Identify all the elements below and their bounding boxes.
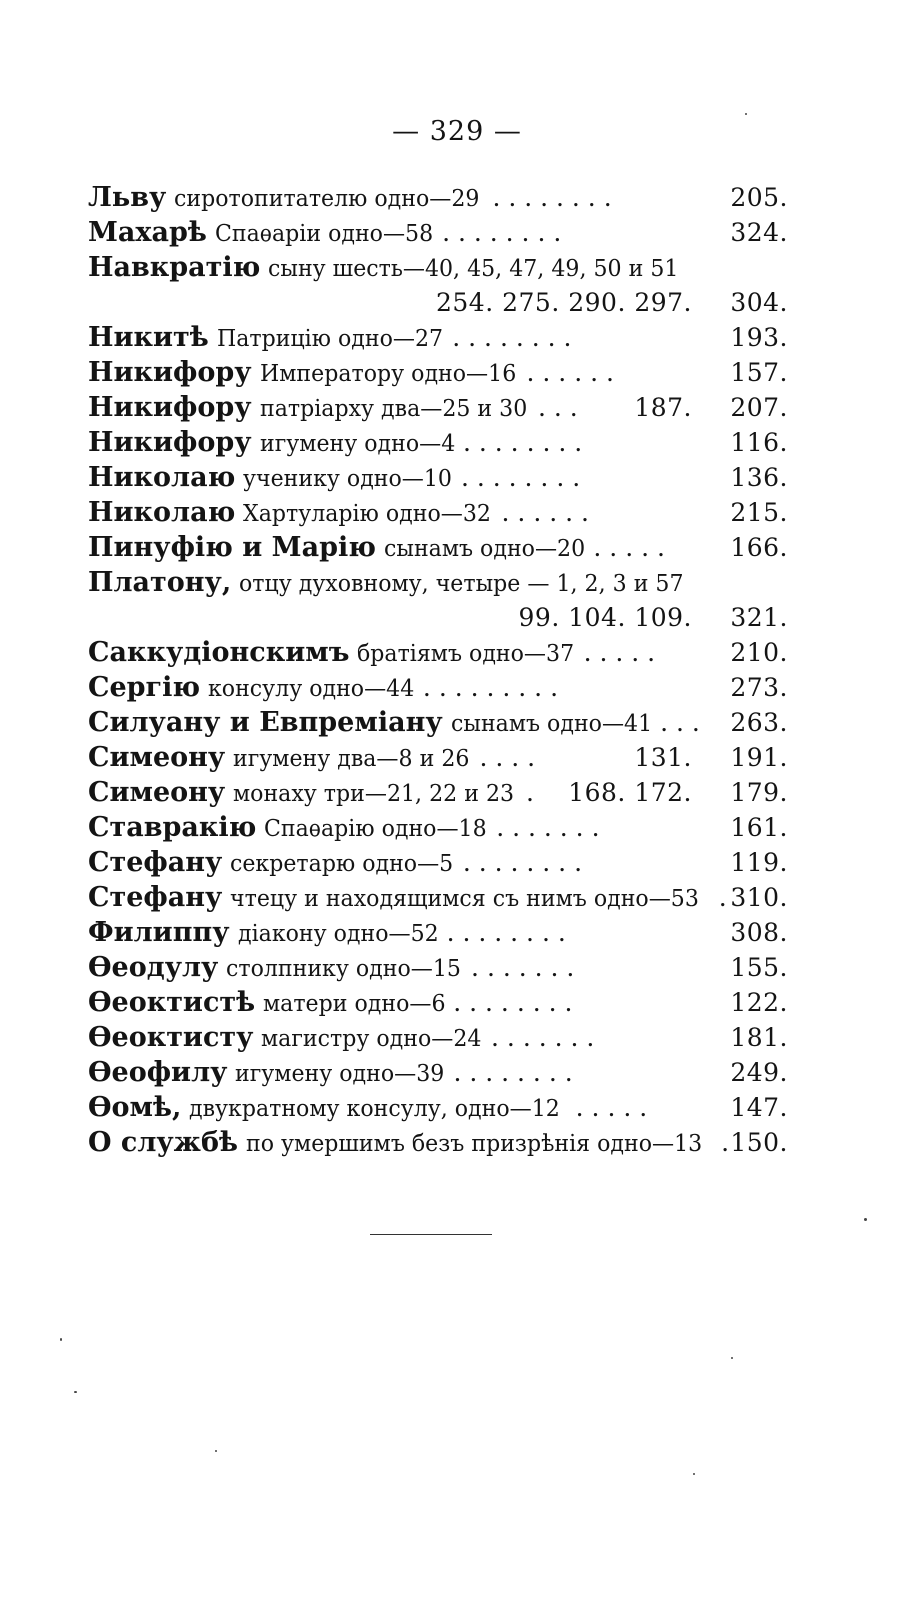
entry-name: Силуану и Евпреміану	[88, 707, 443, 738]
entry-name: Ѳеоктистѣ	[88, 987, 256, 1018]
entry-description: игумену два—8 и 26	[233, 746, 470, 772]
page-reference: 310.	[730, 883, 788, 912]
entry-name: Льву	[88, 182, 167, 213]
entry-name: Платону,	[88, 567, 232, 598]
entry-name: Никитѣ	[88, 322, 209, 353]
entry-name: Махарѣ	[88, 217, 207, 248]
dot-leader: . . . . .	[575, 1093, 648, 1122]
index-entry	[88, 180, 788, 215]
index-entry	[88, 845, 788, 880]
index-entry	[88, 1125, 788, 1160]
entry-line	[88, 1020, 788, 1055]
page-reference: 207.	[730, 393, 788, 422]
dot-leader: . . . . . . . .	[463, 428, 583, 457]
page-reference: 191.	[730, 743, 788, 772]
page-reference: 150.	[730, 1128, 788, 1157]
speck	[74, 1391, 77, 1393]
index-entry	[88, 250, 788, 320]
speck	[731, 1357, 733, 1359]
entry-name: Симеону	[88, 742, 226, 773]
entry-description: діакону одно—52	[237, 921, 439, 947]
dot-leader: . . . .	[479, 743, 536, 772]
entry-description: сиротопитателю одно—29	[174, 186, 480, 212]
entry-description: Патрицію одно—27	[216, 326, 443, 352]
page-reference: 249.	[730, 1058, 788, 1087]
entry-line	[88, 250, 788, 285]
entry-description: братіямъ одно—37	[357, 641, 575, 667]
entry-description: игумену одно—39	[235, 1061, 445, 1087]
entry-description: магистру одно—24	[261, 1026, 482, 1052]
dot-leader: . . . . . .	[501, 498, 589, 527]
entry-description: чтецу и находящимся съ нимъ одно—53	[230, 886, 700, 912]
index-entry	[88, 985, 788, 1020]
dot-leader: . . .	[660, 708, 700, 737]
index-entry	[88, 705, 788, 740]
page-reference: 304.	[730, 288, 788, 317]
entry-line	[88, 880, 788, 915]
dot-leader: .	[718, 883, 727, 912]
page-reference: 205.	[730, 183, 788, 212]
entry-description: ученику одно—10	[243, 466, 453, 492]
page-reference: 321.	[730, 603, 788, 632]
index-entry	[88, 635, 788, 670]
speck	[745, 113, 747, 115]
entry-description: монаху три—21, 22 и 23	[233, 781, 515, 807]
entry-description: отцу духовному, четыре — 1, 2, 3 и 57	[239, 571, 684, 597]
index-entry	[88, 320, 788, 355]
entry-line	[88, 285, 788, 320]
entry-name: Ставракію	[88, 812, 257, 843]
speck	[693, 1473, 695, 1475]
index-entry	[88, 565, 788, 635]
entry-description: сыну шесть—40, 45, 47, 49, 50 и 51	[268, 256, 679, 282]
entry-description: секретарю одно—5	[230, 851, 454, 877]
page-reference: 263.	[730, 708, 788, 737]
entry-name: Николаю	[88, 462, 236, 493]
dot-leader: . . . . . . .	[471, 953, 575, 982]
entry-name: Саккудіонскимъ	[88, 637, 350, 668]
entry-line	[88, 1125, 788, 1160]
entry-name: Ѳомѣ,	[88, 1092, 182, 1123]
entry-line	[88, 705, 788, 740]
dot-leader: . . . . . . . . .	[422, 673, 559, 702]
index-entry	[88, 215, 788, 250]
entry-line	[88, 670, 788, 705]
additional-page-refs: 131.	[634, 743, 692, 772]
entry-description: столпнику одно—15	[226, 956, 462, 982]
entry-line	[88, 1090, 788, 1125]
index-entry	[88, 355, 788, 390]
entry-line	[88, 950, 788, 985]
entry-name: Никифору	[88, 427, 252, 458]
entry-name: Стефану	[88, 882, 223, 913]
entry-line	[88, 215, 788, 250]
dot-leader: . . . . .	[593, 533, 665, 562]
entry-description: сынамъ одно—20	[383, 536, 586, 562]
page-reference: 161.	[730, 813, 788, 842]
entry-name: Никифору	[88, 357, 252, 388]
entry-description: по умершимъ безъ призрѣнія одно—13	[245, 1131, 703, 1157]
entry-description: игумену одно—4	[259, 431, 455, 457]
entry-name: Навкратію	[88, 252, 261, 283]
index-entry	[88, 950, 788, 985]
index-entry	[88, 670, 788, 705]
entry-line	[88, 495, 788, 530]
entry-description: двукратному консулу, одно—12	[189, 1096, 561, 1122]
entry-description: Императору одно—16	[259, 361, 516, 387]
entry-line	[88, 775, 788, 810]
dot-leader: . . . . . . . .	[453, 988, 573, 1017]
entry-name: Ѳеоктисту	[88, 1022, 254, 1053]
page-reference: 155.	[730, 953, 788, 982]
entry-description: матери одно—6	[263, 991, 446, 1017]
index-entry	[88, 390, 788, 425]
entry-line	[88, 565, 788, 600]
index-entry	[88, 425, 788, 460]
dot-leader: . . . . . . . .	[453, 1058, 573, 1087]
dot-leader: . . . . . . . .	[452, 323, 572, 352]
index-entry	[88, 495, 788, 530]
entry-line	[88, 740, 788, 775]
page-reference: 157.	[730, 358, 788, 387]
dot-leader: . . . . . . . .	[460, 463, 581, 492]
entry-line	[88, 845, 788, 880]
dot-leader: . . . . . . . .	[446, 918, 566, 947]
entry-description: консулу одно—44	[208, 676, 415, 702]
additional-page-refs: 254. 275. 290. 297.	[436, 288, 692, 317]
page-reference: 116.	[730, 428, 788, 457]
index-entry	[88, 740, 788, 775]
dot-leader: . . . . .	[583, 638, 656, 667]
index-entry	[88, 775, 788, 810]
page-reference: 181.	[730, 1023, 788, 1052]
dot-leader: . . . . . . .	[496, 813, 600, 842]
entry-description: сынамъ одно—41	[450, 711, 652, 737]
page-reference: 215.	[730, 498, 788, 527]
entry-line	[88, 600, 788, 635]
additional-page-refs: 99. 104. 109.	[518, 603, 692, 632]
index-entry	[88, 880, 788, 915]
index-entry	[88, 915, 788, 950]
entry-name: О службѣ	[88, 1127, 238, 1158]
dot-leader: . . . . . . .	[491, 1023, 595, 1052]
index-entry	[88, 530, 788, 565]
page-reference: 119.	[730, 848, 788, 877]
entry-line	[88, 460, 788, 495]
entry-line	[88, 425, 788, 460]
divider-rule	[370, 1234, 492, 1235]
entry-name: Пинуфію и Марію	[88, 532, 376, 563]
index-entry	[88, 1090, 788, 1125]
entry-name: Никифору	[88, 392, 252, 423]
entry-line	[88, 320, 788, 355]
entry-name: Симеону	[88, 777, 226, 808]
entry-name: Стефану	[88, 847, 223, 878]
entry-description: Хартуларію одно—32	[243, 501, 492, 527]
dot-leader: . . . . . . . .	[492, 183, 612, 212]
dot-leader: . . . . . .	[526, 358, 614, 387]
page-reference: 166.	[730, 533, 788, 562]
entry-line	[88, 1055, 788, 1090]
speck	[864, 1218, 867, 1221]
entry-description: Спаѳаріи одно—58	[214, 221, 433, 247]
page-number: — 329 —	[392, 116, 522, 147]
dot-leader: .	[525, 778, 534, 807]
speck	[215, 1450, 217, 1452]
speck	[60, 1338, 62, 1341]
entry-line	[88, 810, 788, 845]
page-reference: 193.	[730, 323, 788, 352]
dot-leader: .	[721, 1128, 730, 1157]
page-reference: 308.	[730, 918, 788, 947]
entry-line	[88, 985, 788, 1020]
entry-name: Сергію	[88, 672, 201, 703]
entry-name: Ѳеофилу	[88, 1057, 228, 1088]
page-reference: 210.	[730, 638, 788, 667]
entry-name: Ѳеодулу	[88, 952, 219, 983]
index-entry	[88, 810, 788, 845]
page-reference: 136.	[730, 463, 788, 492]
entry-name: Филиппу	[88, 917, 230, 948]
page-reference: 122.	[730, 988, 788, 1017]
entry-line	[88, 355, 788, 390]
entry-description: Спаѳарію одно—18	[264, 816, 487, 842]
page-reference: 147.	[730, 1093, 788, 1122]
entry-line	[88, 635, 788, 670]
dot-leader: . . .	[538, 393, 578, 422]
entry-description: патріарху два—25 и 30	[259, 396, 527, 422]
additional-page-refs: 187.	[634, 393, 692, 422]
index-list	[88, 180, 788, 1160]
page-reference: 324.	[730, 218, 788, 247]
entry-line	[88, 390, 788, 425]
entry-line	[88, 180, 788, 215]
additional-page-refs: 168. 172.	[568, 778, 692, 807]
entry-line	[88, 530, 788, 565]
dot-leader: . . . . . . . .	[442, 218, 562, 247]
entry-name: Николаю	[88, 497, 236, 528]
page-reference: 179.	[730, 778, 788, 807]
index-entry	[88, 460, 788, 495]
index-entry	[88, 1055, 788, 1090]
page-reference: 273.	[730, 673, 788, 702]
index-entry	[88, 1020, 788, 1055]
dot-leader: . . . . . . . .	[462, 848, 583, 877]
entry-line	[88, 915, 788, 950]
